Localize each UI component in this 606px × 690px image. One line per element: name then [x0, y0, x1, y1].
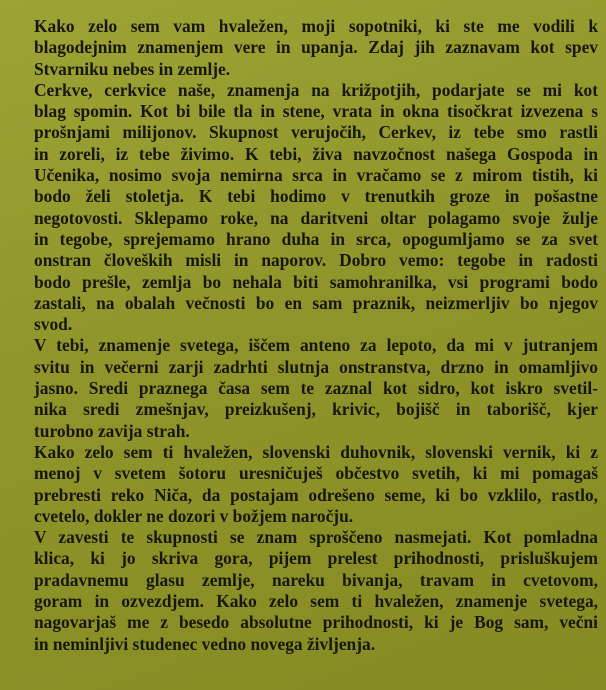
paragraph-4 [34, 442, 598, 527]
text-line: prošnjami milijonov. Skupnost verujočih, Cerkev, iz tebe smo rastli [34, 122, 598, 143]
text-line: cvetelo, dokler ne dozori v božjem naročju. [34, 505, 354, 526]
text-line: turobno zavija strah. [34, 420, 190, 441]
text-line: onstran človeških misli in naporov. Dobro vemo: tegobe in radosti [34, 250, 598, 271]
paragraph-5 [34, 527, 598, 655]
text-line: Cerkve, cerkvice naše, znamenja na križpotjih, podarjate se mi kot [34, 79, 598, 100]
text-line: in neminljivi studenec vedno novega življenja. [34, 633, 376, 654]
text-line: in tegobe, sprejemamo hrano duha in srca, opogumljamo se za svet [34, 228, 598, 249]
paragraph-1 [34, 16, 598, 80]
text-line: klica, ki jo skriva gora, pijem prelest prihodnosti, prisluškujem [34, 548, 598, 569]
text-line: menoj v svetem šotoru uresničuješ občestvo svetih, ki mi pomagaš [34, 463, 598, 484]
paragraph-3 [34, 335, 598, 441]
text-line: prebresti reko Niča, da postajam odrešeno seme, ki bo vzklilo, rastlo, [34, 484, 598, 505]
text-line: zastali, na obalah večnosti bo en sam praznik, neizmerljiv bo njegov [34, 292, 598, 313]
text-line: Učenika, nosimo svoja nemirna srca in vračamo se z mirom tistih, ki [34, 165, 598, 186]
text-line: svitu in večerni zarji zadrhti slutnja onstranstva, drzno in omamljivo [34, 356, 598, 377]
text-line: goram in ozvezdjem. Kako zelo sem ti hvaležen, znamenje svetega, [34, 591, 598, 612]
text-line: blag spomin. Kot bi bile tla in stene, vrata in okna tisočkrat izvezena s [34, 101, 598, 122]
text-line: Kako zelo sem vam hvaležen, moji sopotniki, ki ste me vodili k [34, 16, 598, 36]
text-line: V tebi, znamenje svetega, iščem anteno za lepoto, da mi v jutranjem [34, 335, 598, 356]
text-line: Kako zelo sem ti hvaležen, slovenski duhovnik, slovenski vernik, ki z [34, 441, 598, 462]
text-line: nika sredi zmešnjav, preizkušenj, krivic, bojišč in taborišč, kjer [34, 399, 598, 420]
text-line: bodo prešle, zemlja bo nehala biti samohranilka, vsi programi bodo [34, 271, 598, 292]
text-line: pradavnemu glasu zemlje, nareku bivanja, travam in cvetovom, [34, 569, 598, 590]
text-line: blagodejnim znamenjem vere in upanja. Zdaj jih zaznavam kot spev [34, 37, 598, 58]
text-line: svod. [34, 314, 73, 335]
text-line: jasno. Sredi praznega časa sem te zaznal kot sidro, kot iskro svetil- [34, 378, 598, 399]
text-line: in zoreli, iz tebe živimo. K tebi, živa navzočnost našega Gospoda in [34, 143, 598, 164]
text-line: Stvarniku nebes in zemlje. [34, 58, 231, 79]
text-line: negotovosti. Sklepamo roke, na daritveni oltar polagamo svoje žulje [34, 207, 598, 228]
text-line: V zavesti te skupnosti se znam sproščeno nasmejati. Kot pomladna [34, 527, 598, 548]
paragraph-2 [34, 80, 598, 336]
text-line: bodo želi stoletja. K tebi hodimo v trenutkih groze in pošastne [34, 186, 598, 207]
text-line: nagovarjaš me z besedo absolutne prihodnosti, ki je Bog sam, večni [34, 612, 598, 633]
page-text [34, 16, 598, 655]
